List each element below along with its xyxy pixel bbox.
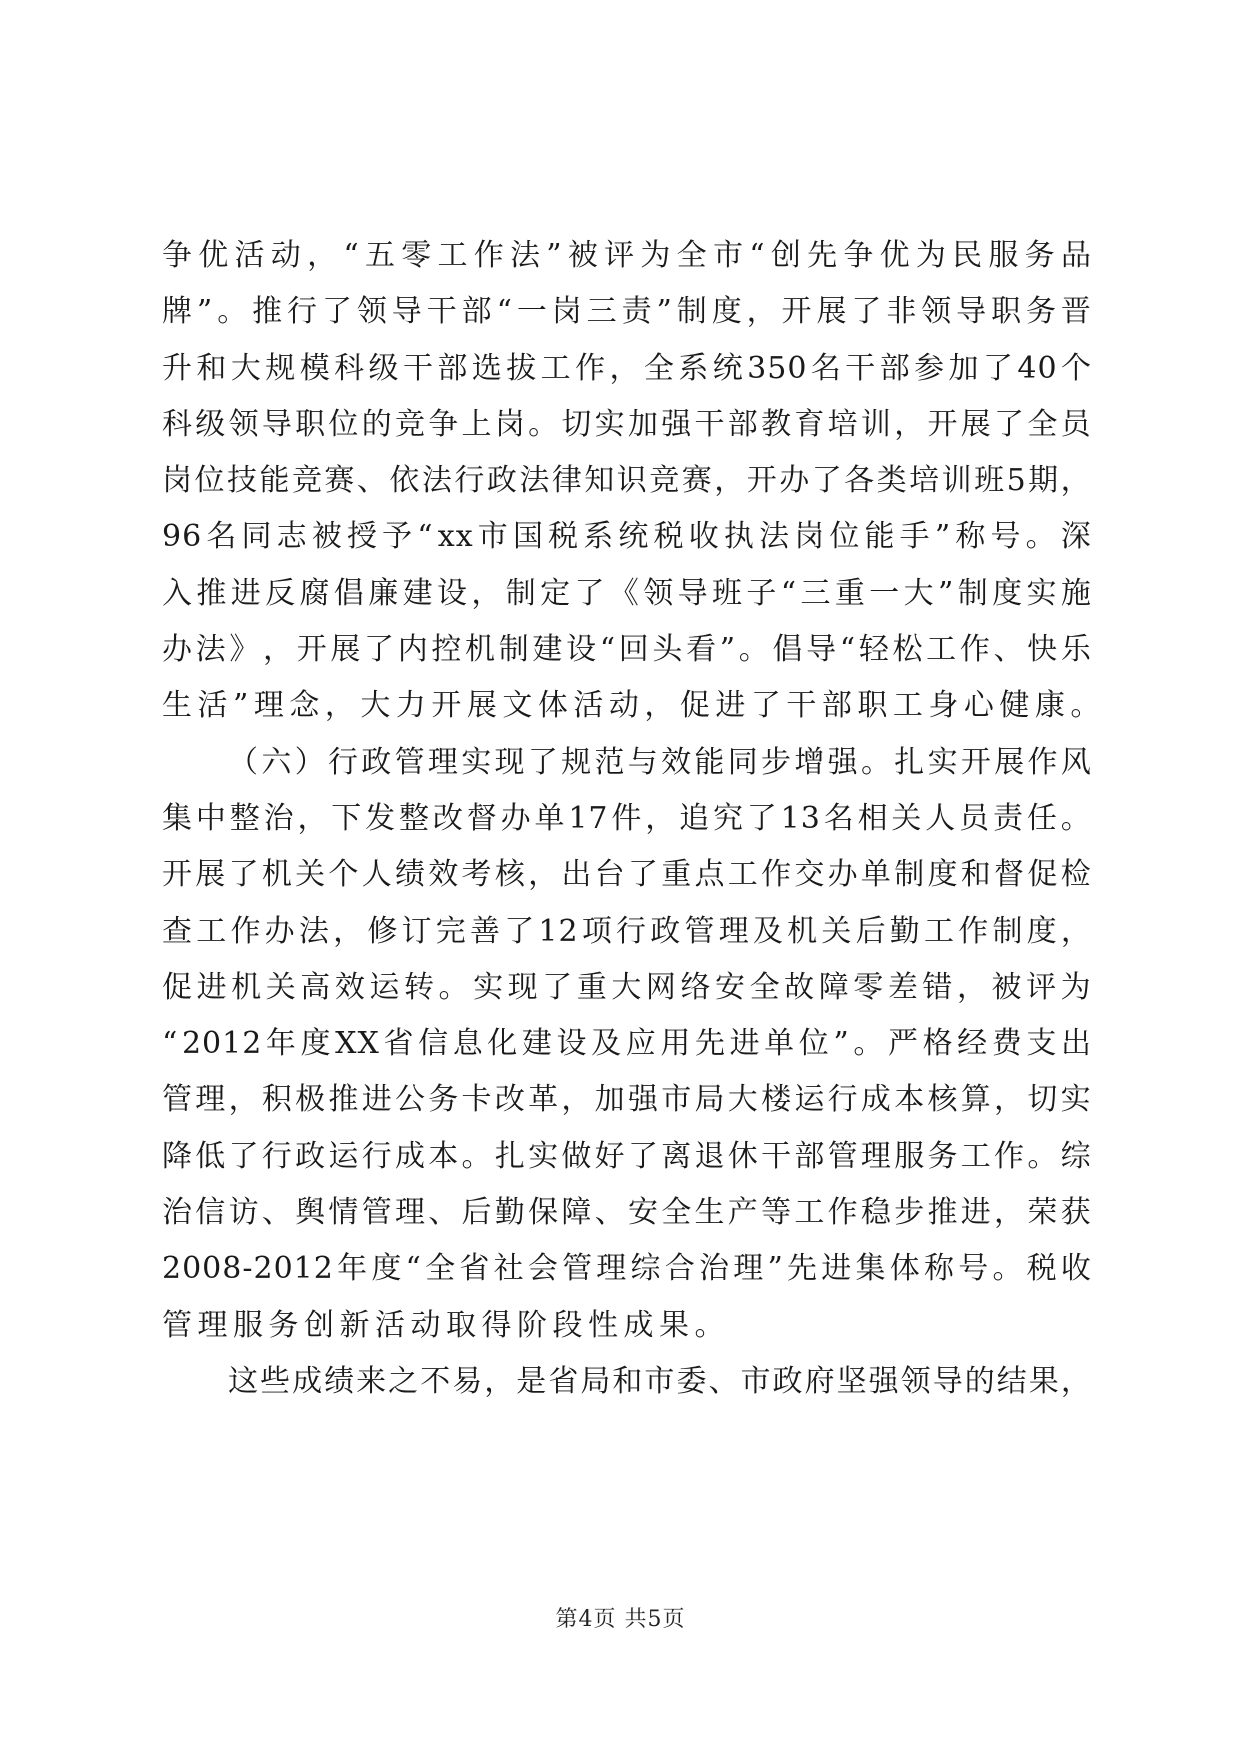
text-line: 开 展 了 机 关 个 人 绩 效 考 核 ， 出 台 了 重 点 工 作 交 办 单 制 度 和 督 促 检 bbox=[162, 857, 1092, 893]
text-line: 办 法 》 ， 开 展 了 内 控 机 制 建 设 “ 回 头 看 ” 。 倡 导 “ 轻 松 工 作 、 快 乐 bbox=[162, 632, 1092, 668]
text-line: 降 低 了 行 政 运 行 成 本 。 扎 实 做 好 了 离 退 休 干 部 管 理 服 务 工 作 。 综 bbox=[162, 1138, 1092, 1174]
text-line: “ 2012 年 度 XX 省 信 息 化 建 设 及 应 用 先 进 单 位 ” 。 严 格 经 费 支 出 bbox=[162, 1026, 1092, 1062]
text-line: 集 中 整 治 ， 下 发 整 改 督 办 单 17 件 ， 追 究 了 13 名 相 关 人 员 责 任 。 bbox=[162, 800, 1092, 836]
text-line: 治 信 访 、 舆 情 管 理 、 后 勤 保 障 、 安 全 生 产 等 工 作 稳 步 推 进 ， 荣 获 bbox=[162, 1195, 1092, 1231]
text-line: 牌 ” 。 推 行 了 领 导 干 部 “ 一 岗 三 责 ” 制 度 ， 开 展 了 非 领 导 职 务 晋 bbox=[162, 294, 1092, 330]
text-line: 争 优 活 动 ， “ 五 零 工 作 法 ” 被 评 为 全 市 “ 创 先 争 优 为 民 服 务 品 bbox=[162, 238, 1092, 273]
text-line: 升 和 大 规 模 科 级 干 部 选 拔 工 作 ， 全 系 统 350 名 干 部 参 加 了 40 个 bbox=[162, 350, 1092, 386]
text-line: （ 六 ） 行 政 管 理 实 现 了 规 范 与 效 能 同 步 增 强 。 扎 实 开 展 作 风 bbox=[228, 744, 1092, 780]
text-line: 生活”理念，大力开展文体活动，促进了干部职工身心健康。 bbox=[162, 688, 1106, 724]
text-line: 96 名 同 志 被 授 予 “ xx 市 国 税 系 统 税 收 执 法 岗 位 能 手 ” 称 号 。 深 bbox=[162, 519, 1092, 555]
page-footer: 第4页 共5页 bbox=[555, 1607, 686, 1632]
text-line: 管理服务创新活动取得阶段性成果。 bbox=[162, 1307, 730, 1343]
document-body bbox=[162, 228, 1106, 1410]
text-line: 岗 位 技 能 竞 赛 、 依 法 行 政 法 律 知 识 竞 赛 ， 开 办 了 各 类 培 训 班 5 期 ， bbox=[162, 463, 1092, 499]
text-line: 查 工 作 办 法 ， 修 订 完 善 了 12 项 行 政 管 理 及 机 关 后 勤 工 作 制 度 ， bbox=[162, 913, 1092, 949]
text-line: 促 进 机 关 高 效 运 转 。 实 现 了 重 大 网 络 安 全 故 障 零 差 错 ， 被 评 为 bbox=[162, 969, 1092, 1005]
text-line: 入 推 进 反 腐 倡 廉 建 设 ， 制 定 了 《 领 导 班 子 “ 三 重 一 大 ” 制 度 实 施 bbox=[162, 575, 1092, 611]
text-line: 科 级 领 导 职 位 的 竞 争 上 岗 。 切 实 加 强 干 部 教 育 培 训 ， 开 展 了 全 员 bbox=[162, 406, 1092, 442]
text-line: 这 些 成 绩 来 之 不 易 ， 是 省 局 和 市 委 、 市 政 府 坚 强 领 导 的 结 果 ， bbox=[228, 1363, 1092, 1399]
text-line: 管 理 ， 积 极 推 进 公 务 卡 改 革 ， 加 强 市 局 大 楼 运 行 成 本 核 算 ， 切 实 bbox=[162, 1082, 1092, 1118]
text-line: 2008-2012 年 度 “ 全 省 社 会 管 理 综 合 治 理 ” 先 进 集 体 称 号 。 税 收 bbox=[162, 1251, 1092, 1287]
